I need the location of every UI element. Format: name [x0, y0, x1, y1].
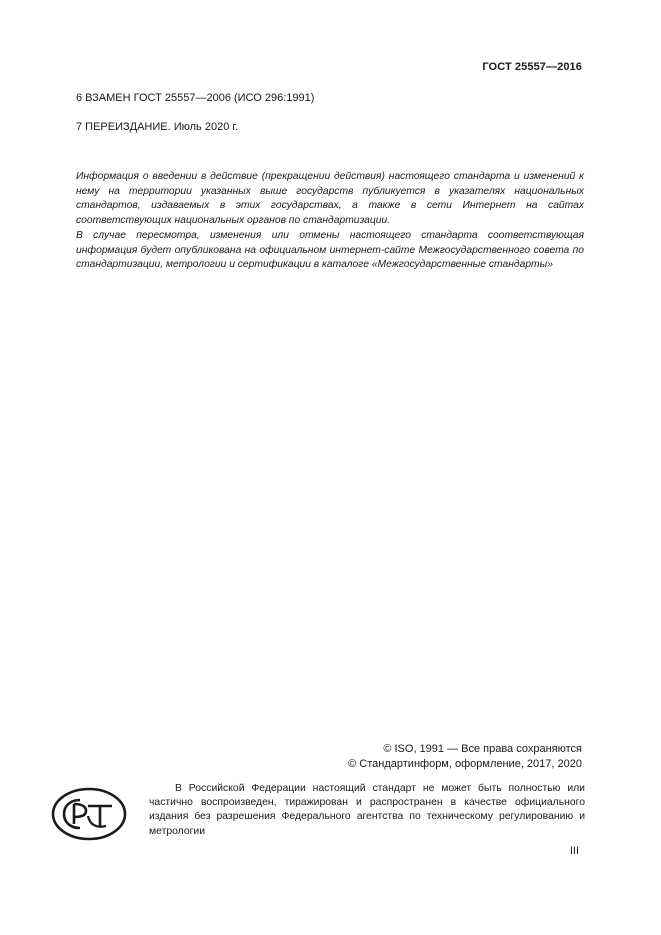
copyright-iso: © ISO, 1991 — Все права сохраняются	[383, 743, 582, 755]
document-code: ГОСТ 25557—2016	[482, 61, 582, 73]
page-number: III	[569, 845, 579, 857]
reproduction-notice	[149, 782, 585, 839]
item-7-reissue: 7 ПЕРЕИЗДАНИЕ. Июль 2020 г.	[76, 121, 239, 133]
info-paragraph-1: Информация о введении в действие (прекращении действия) настоящего стандарта и изменений к нему на территории указанных выше государств публикуется в указателях национальных стандартов, издаваемых в этих государствах, а также в сети Интернет на сайтах соответствующих национальных органов по стандартизации.	[76, 171, 584, 227]
item-6-replaces: 6 ВЗАМЕН ГОСТ 25557—2006 (ИСО 296:1991)	[76, 92, 315, 104]
introduction-info	[76, 170, 584, 273]
info-paragraph-2: В случае пересмотра, изменения или отмены настоящего стандарта соответствующая информация будет опубликована на официальном интернет-сайте Межгосударственного совета по стандартизации, метрологии и сертификации в каталоге «Межгосударственные стандарты»	[76, 229, 584, 271]
rst-certification-logo-icon	[50, 786, 128, 842]
copyright-standartinform: © Стандартинформ, оформление, 2017, 2020	[348, 758, 582, 770]
notice-text: В Российской Федерации настоящий стандарт не может быть полностью или частично воспроизведен, тиражирован и распространен в качестве официального издания без разрешения Федерального агентства по техническому регулированию и метрологии	[149, 783, 585, 837]
